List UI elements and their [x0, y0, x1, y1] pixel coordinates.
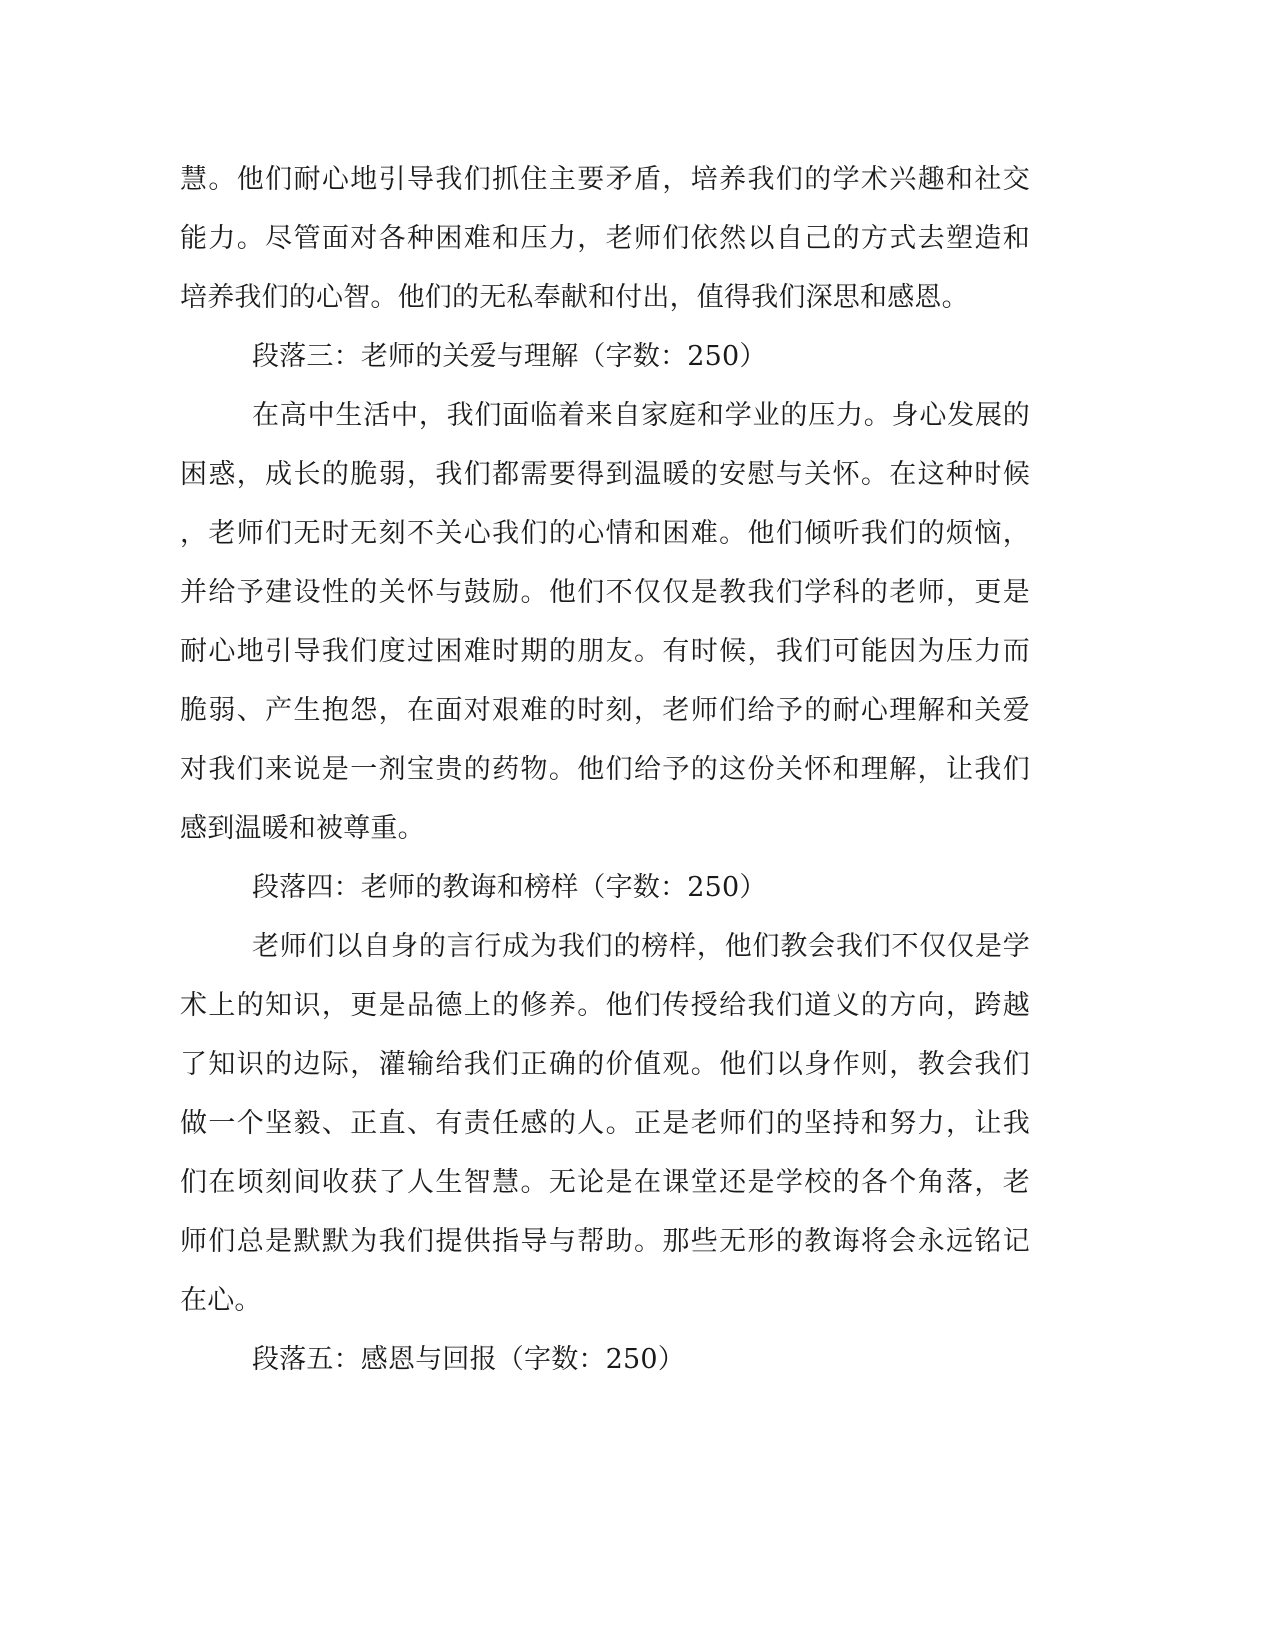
text-line: 培养我们的心智。他们的无私奉献和付出，值得我们深思和感恩。 [180, 282, 969, 313]
text-line: 老师们以自身的言行成为我们的榜样，他们教会我们不仅仅是学 [252, 931, 1030, 962]
text-line: 能力。尽管面对各种困难和压力，老师们依然以自己的方式去塑造和 [180, 223, 1030, 254]
text-line: 并给予建设性的关怀与鼓励。他们不仅仅是教我们学科的老师，更是 [180, 577, 1030, 608]
text-line: 在心。 [180, 1285, 262, 1316]
text-line: 耐心地引导我们度过困难时期的朋友。有时候，我们可能因为压力而 [180, 636, 1030, 667]
text-line: 们在顷刻间收获了人生智慧。无论是在课堂还是学校的各个角落，老 [180, 1167, 1030, 1198]
text-line: 慧。他们耐心地引导我们抓住主要矛盾，培养我们的学术兴趣和社交 [180, 164, 1030, 195]
text-line: 在高中生活中，我们面临着来自家庭和学业的压力。身心发展的 [252, 400, 1030, 431]
document-body [180, 150, 1030, 1389]
text-line: 了知识的边际，灌输给我们正确的价值观。他们以身作则，教会我们 [180, 1049, 1030, 1080]
text-line: 困惑，成长的脆弱，我们都需要得到温暖的安慰与关怀。在这种时候 [180, 459, 1030, 490]
text-line: 术上的知识，更是品德上的修养。他们传授给我们道义的方向，跨越 [180, 990, 1030, 1021]
text-line: 师们总是默默为我们提供指导与帮助。那些无形的教诲将会永远铭记 [180, 1226, 1030, 1257]
text-line: 感到温暖和被尊重。 [180, 813, 425, 844]
text-line: 对我们来说是一剂宝贵的药物。他们给予的这份关怀和理解，让我们 [180, 754, 1030, 785]
text-line: 脆弱、产生抱怨，在面对艰难的时刻，老师们给予的耐心理解和关爱 [180, 695, 1030, 726]
section-heading: 段落三：老师的关爱与理解（字数：250） [252, 341, 767, 372]
text-line: 做一个坚毅、正直、有责任感的人。正是老师们的坚持和努力，让我 [180, 1108, 1030, 1139]
text-line: ，老师们无时无刻不关心我们的心情和困难。他们倾听我们的烦恼， [180, 518, 1030, 549]
section-heading: 段落五：感恩与回报（字数：250） [252, 1344, 685, 1375]
section-heading: 段落四：老师的教诲和榜样（字数：250） [252, 872, 767, 903]
